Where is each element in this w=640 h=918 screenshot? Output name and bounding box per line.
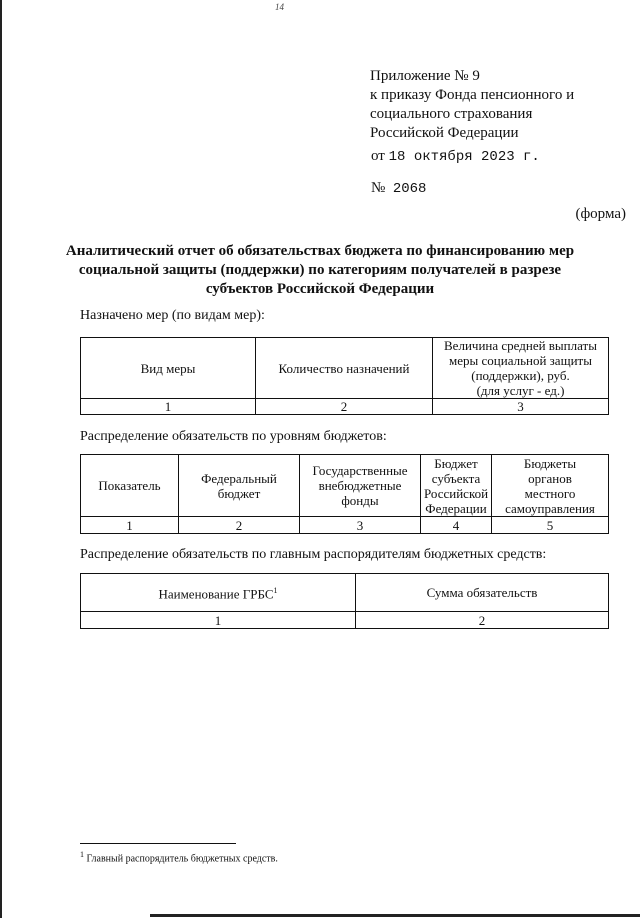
grbs-header-row	[81, 574, 609, 612]
order-date-prefix: от	[371, 148, 385, 164]
annex-line-4: Российской Федерации	[370, 125, 519, 141]
report-title-line-1: Аналитический отчет об обязательствах бюджета по финансированию мер	[65, 243, 575, 259]
order-date	[371, 148, 540, 165]
measures-header-type: Вид меры	[81, 338, 256, 399]
budget-col-number: 4	[421, 517, 492, 534]
grbs-table	[80, 573, 609, 629]
measures-col-number: 2	[256, 399, 433, 415]
measures-col-number: 3	[433, 399, 609, 415]
footnote	[80, 850, 278, 864]
annex-block	[370, 67, 574, 143]
section-2-caption: Распределение обязательств по уровням бюджетов:	[80, 429, 387, 444]
form-label: (форма)	[575, 206, 626, 222]
budget-header-funds: Государственные внебюджетные фонды	[300, 455, 421, 517]
report-title-line-3: субъектов Российской Федерации	[205, 281, 435, 297]
budget-header-indicator: Показатель	[81, 455, 179, 517]
footnote-mark: 1	[80, 850, 84, 859]
budget-levels-header-row	[81, 455, 609, 517]
budget-header-subject: Бюджет субъекта Российской Федерации	[421, 455, 492, 517]
grbs-header-sum: Сумма обязательств	[356, 574, 609, 612]
order-number-prefix: №	[371, 180, 386, 196]
order-number	[371, 180, 426, 197]
scan-edge-left	[0, 0, 2, 918]
grbs-header-name: Наименование ГРБС$^1$	[81, 574, 356, 612]
order-number-value: 2068	[392, 181, 427, 197]
footnote-rule	[80, 843, 236, 844]
annex-line-2: к приказу Фонда пенсионного и	[370, 87, 575, 103]
measures-number-row	[81, 399, 609, 415]
footnote-text: Главный распорядитель бюджетных средств.	[86, 853, 278, 865]
grbs-number-row	[81, 612, 609, 629]
budget-col-number: 5	[492, 517, 609, 534]
budget-header-federal: Федеральный бюджет	[179, 455, 300, 517]
page-mark: 14	[275, 2, 284, 12]
measures-header-count: Количество назначений	[256, 338, 433, 399]
budget-col-number: 2	[179, 517, 300, 534]
scan-edge-bottom	[150, 914, 640, 917]
budget-levels-number-row	[81, 517, 609, 534]
budget-header-local: Бюджеты органов местного самоуправления	[492, 455, 609, 517]
annex-line-3: социального страхования	[370, 106, 533, 122]
order-date-value: 18 октября 2023 г.	[388, 149, 540, 165]
grbs-col-number: 2	[356, 612, 609, 629]
section-1-caption: Назначено мер (по видам мер):	[80, 308, 265, 323]
measures-header-average: Величина средней выплаты меры социальной защиты (поддержки), руб. (для услуг - ед.)	[433, 338, 609, 399]
report-title	[40, 242, 600, 299]
report-title-line-2: социальной защиты (поддержки) по категориям получателей в разрезе	[78, 262, 562, 278]
budget-levels-table	[80, 454, 609, 534]
measures-table	[80, 337, 609, 415]
measures-col-number: 1	[81, 399, 256, 415]
measures-header-row	[81, 338, 609, 399]
section-3-caption: Распределение обязательств по главным распорядителям бюджетных средств:	[80, 547, 547, 562]
budget-col-number: 3	[300, 517, 421, 534]
annex-line-1: Приложение № 9	[370, 68, 480, 84]
grbs-col-number: 1	[81, 612, 356, 629]
budget-col-number: 1	[81, 517, 179, 534]
footnote-ref: 1	[273, 586, 278, 596]
